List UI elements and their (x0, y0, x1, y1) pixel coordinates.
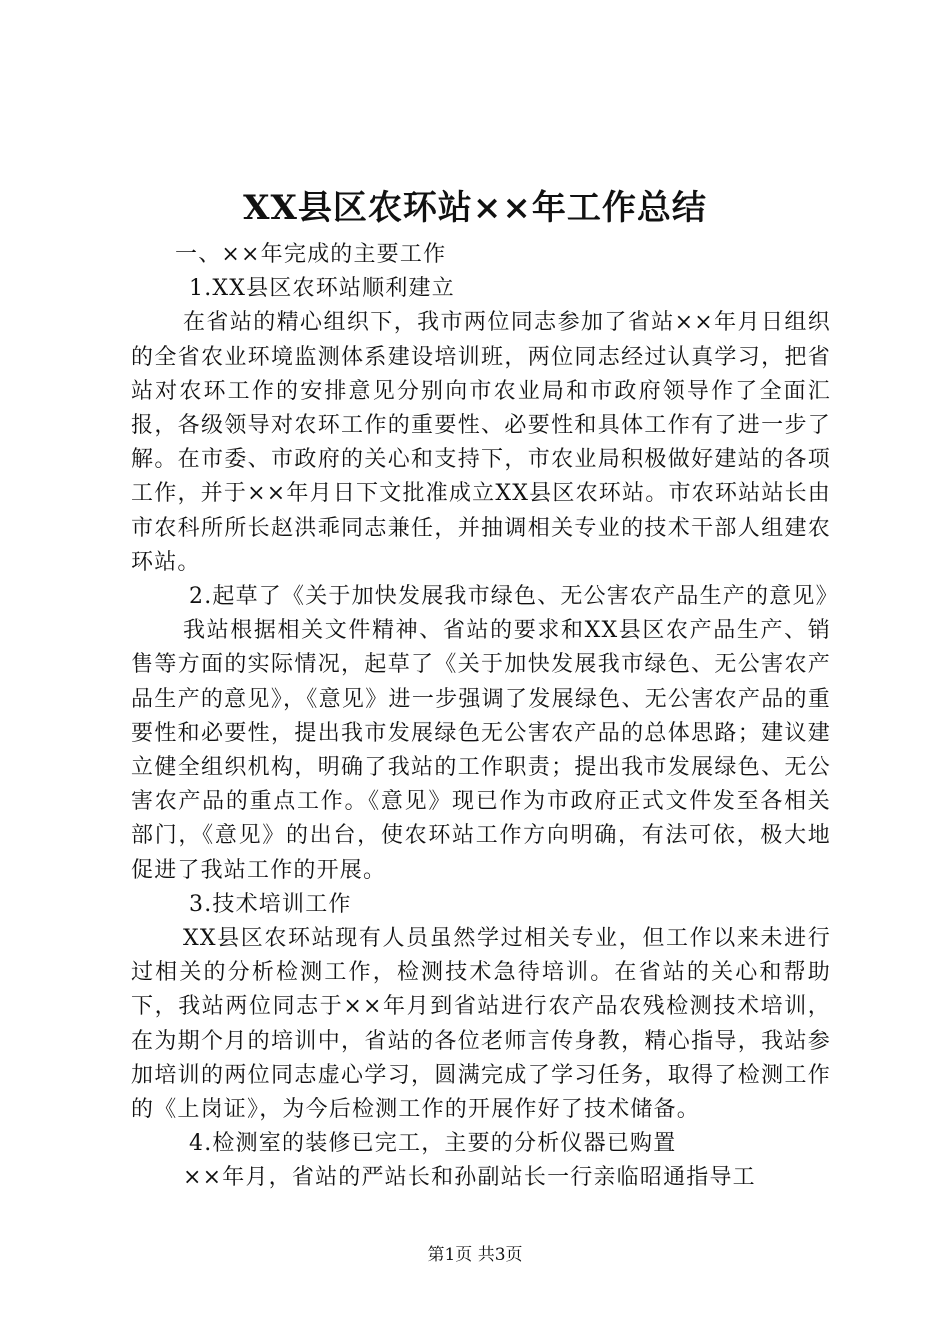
section-heading: 一、××年完成的主要工作 (175, 242, 447, 267)
paragraph-3: XX县区农环站现有人员虽然学过相关专业，但工作以来未进行过相关的分析检测工作，检测技术急待培训。在省站的关心和帮助下，我站两位同志于××年月到省站进行农产品农残检测技术培训，在为期个月的培训中，省站的各位老师言传身教，精心指导，我站参加培训的两位同志虚心学习，圆满完成了学习任务，取得了检测工作的《上岗证》，为今后检测工作的开展作好了技术储备。 (131, 926, 831, 1123)
paragraph-4: ××年月，省站的严站长和孙副站长一行亲临昭通指导工 (183, 1165, 756, 1191)
item-heading-3: 3.技术培训工作 (189, 891, 352, 917)
document-body (131, 238, 839, 1196)
paragraph-1: 在省站的精心组织下，我市两位同志参加了省站××年月日组织的全省农业环境监测体系建设培训班，两位同志经过认真学习，把省站对农环工作的安排意见分别向市农业局和市政府领导作了全面汇报，各级领导对农环工作的重要性、必要性和具体工作有了进一步了解。在市委、市政府的关心和支持下，市农业局积极做好建站的各项工作，并于××年月日下文批准成立XX县区农环站。市农环站站长由市农科所所长赵洪乖同志兼任，并抽调相关专业的技术干部人组建农环站。 (131, 310, 831, 575)
item-heading-2: 2.起草了《关于加快发展我市绿色、无公害农产品生产的意见》 (189, 584, 839, 610)
item-heading-4: 4.检测室的装修已完工，主要的分析仪器已购置 (189, 1131, 677, 1157)
item-heading-1: 1.XX县区农环站顺利建立 (189, 276, 455, 302)
page-number-footer: 第1页 共3页 (427, 1245, 523, 1265)
document-title: XX县区农环站××年工作总结 (243, 188, 707, 228)
paragraph-2: 我站根据相关文件精神、省站的要求和XX县区农产品生产、销售等方面的实际情况，起草了《关于加快发展我市绿色、无公害农产品生产的意见》，《意见》进一步强调了发展绿色、无公害农产品的重要性和必要性，提出我市发展绿色无公害农产品的总体思路；建议建立健全组织机构，明确了我站的工作职责；提出我市发展绿色、无公害农产品的重点工作。《意见》现已作为市政府正式文件发至各相关部门，《意见》的出台，使农环站工作方向明确，有法可依，极大地促进了我站工作的开展。 (131, 618, 831, 883)
